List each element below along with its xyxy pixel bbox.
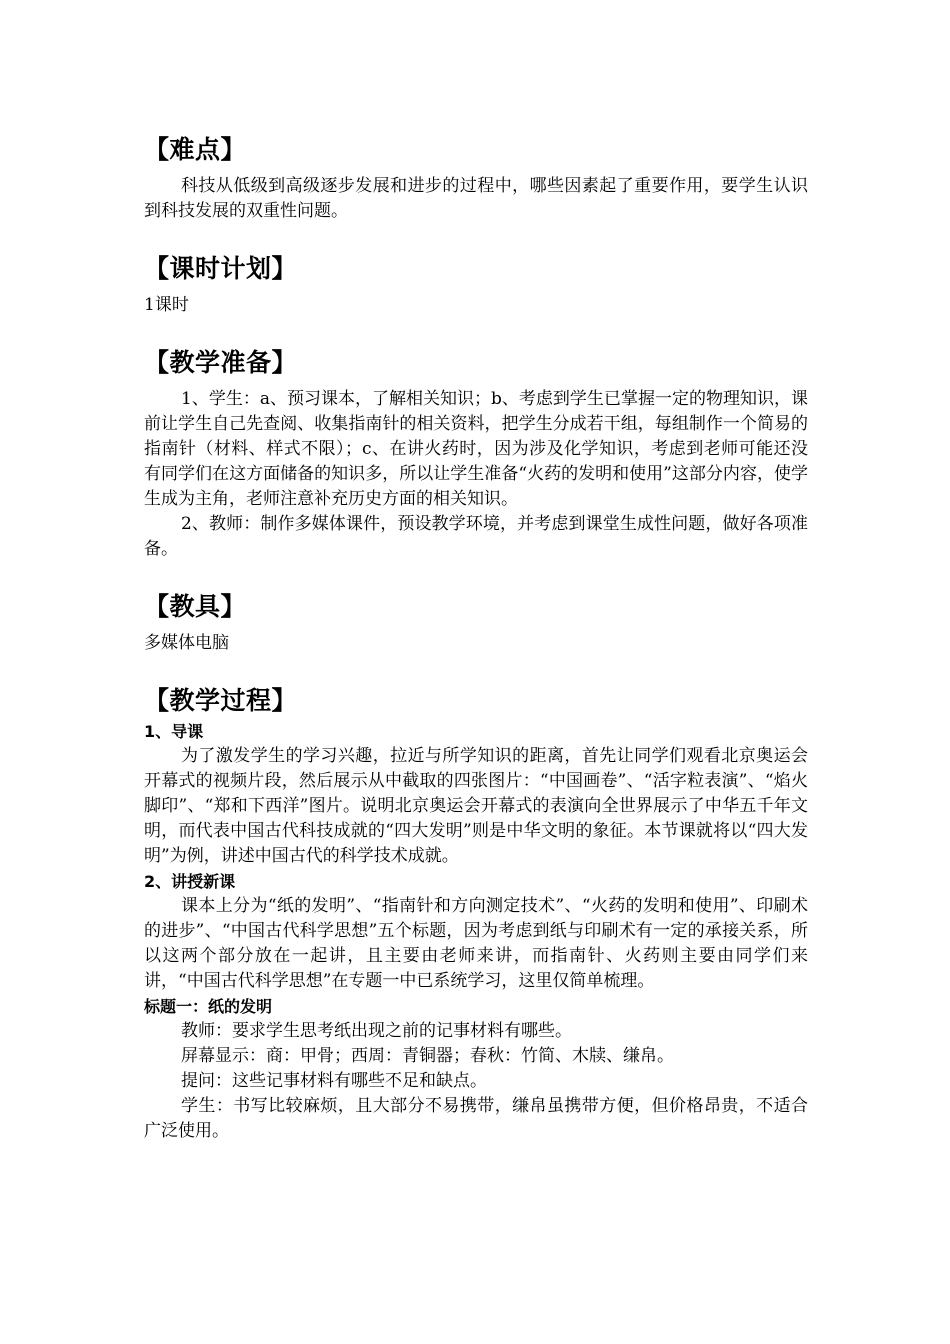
topic1-line: 教师：要求学生思考纸出现之前的记事材料有哪些。 (181, 1021, 572, 1041)
topic1-line: 屏幕显示：商：甲骨；西周：青铜器；春秋：竹简、木牍、缣帛。 (181, 1046, 674, 1066)
topic1-line: 学生：书写比较麻烦，且大部分不易携带，缣帛虽携带方便，但价格昂贵，不适合广泛使用。 (144, 1096, 808, 1141)
intro-text: 为了激发学生的学习兴趣，拉近与所学知识的距离，首先让同学们观看北京奥运会开幕式的视频片段，然后展示从中截取的四张图片：“中国画卷”、“活字粒表演”、“焰火脚印”、“郑和下西洋”图片。说明北京奥运会开幕式的表演向全世界展示了中华五千年文明，而代表中国古代科技成就的“四大发明”则是中华文明的象征。本节课就将以“四大发明”为例，讲述中国古代的科学技术成就。 (144, 746, 808, 866)
heading-preparation: 【教学准备】 (144, 348, 298, 377)
difficulty-text: 科技从低级到高级逐步发展和进步的过程中，哪些因素起了重要作用，要学生认识到科技发展的双重性问题。 (144, 176, 808, 221)
new-lesson-subheading: 2、讲授新课 (144, 872, 236, 891)
heading-schedule: 【课时计划】 (144, 254, 298, 283)
schedule-text: 1课时 (144, 295, 189, 315)
document-page (144, 132, 808, 1144)
heading-difficulty: 【难点】 (144, 135, 247, 164)
heading-tools: 【教具】 (144, 592, 247, 621)
heading-process: 【教学过程】 (144, 686, 298, 715)
preparation-student-text: 1、学生：a、预习课本，了解相关知识；b、考虑到学生已掌握一定的物理知识，课前让学生自己先查阅、收集指南针的相关资料，把学生分成若干组，每组制作一个简易的指南针（材料、样式不限）；c、在讲火药时，因为涉及化学知识，考虑到老师可能还没有同学们在这方面储备的知识多，所以让学生准备“火药的发明和使用”这部分内容，使学生成为主角，老师注意补充历史方面的相关知识。 (144, 389, 808, 509)
tools-text: 多媒体电脑 (144, 633, 229, 653)
topic1-line: 提问：这些记事材料有哪些不足和缺点。 (181, 1071, 487, 1091)
topic1-subheading: 标题一：纸的发明 (144, 997, 273, 1016)
new-lesson-text: 课本上分为“纸的发明”、“指南针和方向测定技术”、“火药的发明和使用”、印刷术的进步”、“中国古代科学思想”五个标题，因为考虑到纸与印刷术有一定的承接关系，所以这两个部分放在一起讲，且主要由老师来讲，而指南针、火药则主要由同学们来讲，“中国古代科学思想”在专题一中已系统学习，这里仅简单梳理。 (144, 896, 808, 991)
preparation-teacher-text: 2、教师：制作多媒体课件，预设教学环境，并考虑到课堂生成性问题，做好各项准备。 (144, 514, 808, 559)
intro-subheading: 1、导课 (144, 722, 204, 741)
